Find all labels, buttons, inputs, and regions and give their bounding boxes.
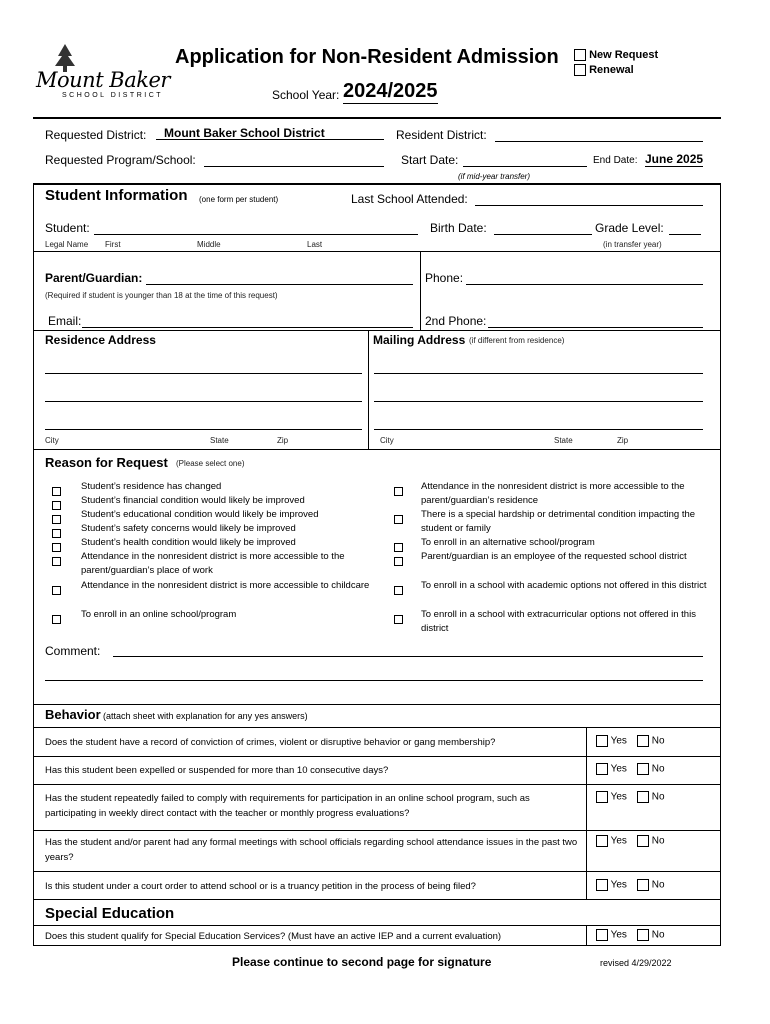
logo-subtitle: SCHOOL DISTRICT — [62, 92, 164, 99]
reason-option: Attendance in the nonresident district is more accessible to childcare — [81, 580, 370, 591]
yes-checkbox[interactable] — [596, 929, 608, 941]
mailing-line[interactable] — [374, 373, 703, 374]
behavior-question: Has this student been expelled or suspended for more than 10 consecutive days? — [45, 765, 389, 776]
birth-date-label: Birth Date: — [430, 221, 487, 235]
transfer-year-caption: (in transfer year) — [603, 240, 662, 249]
residence-city-caption: City — [45, 436, 59, 445]
behavior-question: Has the student and/or parent had any formal meetings with school officials regarding school attendance issues in the past two years? — [45, 837, 578, 863]
new-request-option[interactable]: New Request — [574, 49, 658, 61]
reason-option: Student’s educational condition would likely be improved — [81, 509, 319, 520]
reason-option: Student’s safety concerns would likely be improved — [81, 523, 296, 534]
section-divider — [33, 251, 721, 252]
middle-caption: Middle — [197, 240, 221, 249]
start-date-field[interactable] — [463, 153, 587, 167]
continue-note: Please continue to second page for signature — [232, 955, 492, 969]
mid-year-note: (if mid-year transfer) — [458, 172, 531, 181]
grade-level-label: Grade Level: — [595, 221, 664, 235]
yes-checkbox[interactable] — [596, 835, 608, 847]
column-divider — [420, 251, 421, 331]
table-rule — [33, 756, 721, 757]
start-date-label: Start Date: — [401, 153, 459, 167]
mailing-address-heading: Mailing Address — [373, 333, 466, 347]
parent-label: Parent/Guardian: — [45, 271, 143, 285]
column-divider — [586, 727, 587, 899]
mailing-city-caption: City — [380, 436, 394, 445]
comment-line[interactable] — [45, 680, 703, 681]
parent-note: (Required if student is younger than 18 at the time of this request) — [45, 291, 278, 300]
student-name-field[interactable] — [94, 221, 418, 235]
yes-checkbox[interactable] — [596, 791, 608, 803]
revised-date: revised 4/29/2022 — [600, 958, 672, 968]
table-rule — [33, 899, 721, 900]
mailing-line[interactable] — [374, 401, 703, 402]
requested-district-label: Requested District: — [45, 128, 147, 142]
column-divider — [586, 925, 587, 945]
reason-option: To enroll in a school with academic options not offered in this district — [421, 580, 707, 591]
reason-checkbox[interactable] — [394, 511, 403, 529]
no-option[interactable]: No — [637, 835, 665, 847]
frame-bottom — [33, 945, 721, 946]
reason-option: Student’s residence has changed — [81, 481, 222, 492]
school-year-label: School Year: — [272, 88, 340, 102]
yes-option[interactable]: Yes — [596, 791, 627, 803]
phone-field[interactable] — [466, 271, 703, 285]
reason-checkbox[interactable] — [52, 553, 61, 571]
page-title: Application for Non-Resident Admission — [175, 46, 559, 68]
reason-option: Attendance in the nonresident district is more accessible to the parent/guardian’s place of work — [81, 551, 345, 576]
behavior-note: (attach sheet with explanation for any yes answers) — [103, 711, 308, 721]
reason-option: There is a special hardship or detrimental condition impacting the student or family — [421, 509, 696, 534]
email-field[interactable] — [82, 314, 413, 328]
table-rule — [33, 727, 721, 728]
behavior-heading: Behavior — [45, 707, 101, 722]
section-divider — [33, 117, 721, 119]
phone-label: Phone: — [425, 271, 464, 285]
no-checkbox[interactable] — [637, 929, 649, 941]
legal-name-caption: Legal Name — [45, 240, 89, 249]
parent-field[interactable] — [146, 271, 413, 285]
residence-zip-caption: Zip — [277, 436, 289, 445]
residence-line[interactable] — [45, 401, 362, 402]
second-phone-label: 2nd Phone: — [425, 314, 487, 328]
last-school-label: Last School Attended: — [351, 192, 468, 206]
behavior-question: Has the student repeatedly failed to comply with requirements for participation in an online school program, such as participating in weekly direct contact with the teacher or monthly progress evaluations? — [45, 793, 530, 819]
renewal-checkbox[interactable] — [574, 64, 586, 76]
logo-name: Mount Baker — [36, 68, 170, 92]
reason-checkbox[interactable] — [52, 582, 61, 600]
yes-option[interactable]: Yes — [596, 929, 627, 941]
reason-heading: Reason for Request — [45, 455, 168, 470]
new-request-checkbox[interactable] — [574, 49, 586, 61]
behavior-question: Is this student under a court order to attend school or is a truancy petition in the process of being filed? — [45, 881, 476, 892]
renewal-option[interactable]: Renewal — [574, 64, 634, 76]
table-rule — [33, 871, 721, 872]
yes-option[interactable]: Yes — [596, 835, 627, 847]
special-education-heading: Special Education — [45, 905, 175, 922]
comment-line[interactable] — [113, 656, 703, 657]
last-school-field[interactable] — [475, 192, 703, 206]
reason-option: To enroll in an online school/program — [81, 609, 237, 620]
reason-option: Student’s financial condition would likely be improved — [81, 495, 305, 506]
requested-district-field[interactable]: Mount Baker School District — [156, 126, 384, 140]
table-rule — [33, 925, 721, 926]
no-checkbox[interactable] — [637, 835, 649, 847]
no-checkbox[interactable] — [637, 791, 649, 803]
grade-level-field[interactable] — [669, 221, 701, 235]
reason-checkbox[interactable] — [394, 483, 403, 501]
no-option[interactable]: No — [637, 763, 665, 775]
section-divider — [33, 330, 721, 331]
first-caption: First — [105, 240, 121, 249]
email-label: Email: — [48, 314, 82, 328]
residence-line[interactable] — [45, 373, 362, 374]
reason-note: (Please select one) — [176, 459, 245, 468]
reason-checkbox[interactable] — [394, 582, 403, 600]
reason-option: To enroll in an alternative school/program — [421, 537, 595, 548]
school-year-value: 2024/2025 — [343, 80, 438, 102]
no-checkbox[interactable] — [637, 879, 649, 891]
yes-checkbox[interactable] — [596, 879, 608, 891]
section-divider — [33, 183, 721, 185]
no-checkbox[interactable] — [637, 735, 649, 747]
table-rule — [33, 784, 721, 785]
second-phone-field[interactable] — [488, 314, 703, 328]
mailing-state-caption: State — [554, 436, 573, 445]
no-option[interactable]: No — [637, 735, 665, 747]
yes-option[interactable]: Yes — [596, 879, 627, 891]
student-heading-note: (one form per student) — [199, 195, 279, 204]
resident-district-field[interactable] — [495, 128, 703, 142]
mailing-zip-caption: Zip — [617, 436, 629, 445]
comment-label: Comment: — [45, 644, 101, 658]
section-divider — [33, 704, 721, 705]
special-education-question: Does this student qualify for Special Education Services? (Must have an active IEP and a current evaluation) — [45, 931, 502, 942]
end-date-value[interactable]: June 2025 — [645, 152, 704, 166]
residence-state-caption: State — [210, 436, 229, 445]
residence-address-heading: Residence Address — [45, 333, 156, 347]
reason-option: Parent/guardian is an employee of the requested school district — [421, 551, 687, 562]
reason-checkbox[interactable] — [394, 553, 403, 571]
end-date-label: End Date: — [593, 155, 638, 166]
no-option[interactable]: No — [637, 879, 665, 891]
reason-checkbox[interactable] — [394, 611, 403, 629]
reason-checkbox[interactable] — [52, 611, 61, 629]
yes-checkbox[interactable] — [596, 763, 608, 775]
reason-option: Attendance in the nonresident district is more accessible to the parent/guardian’s residence — [421, 481, 685, 506]
yes-option[interactable]: Yes — [596, 763, 627, 775]
behavior-question: Does the student have a record of conviction of crimes, violent or disruptive behavior or gang membership? — [45, 737, 496, 748]
residence-line[interactable] — [45, 429, 362, 430]
yes-checkbox[interactable] — [596, 735, 608, 747]
mailing-address-note: (if different from residence) — [469, 336, 565, 345]
last-caption: Last — [307, 240, 323, 249]
section-divider — [33, 449, 721, 450]
yes-option[interactable]: Yes — [596, 735, 627, 747]
no-option[interactable]: No — [637, 929, 665, 941]
mailing-line[interactable] — [374, 429, 703, 430]
table-rule — [33, 830, 721, 831]
resident-district-label: Resident District: — [396, 128, 487, 142]
frame-right — [720, 183, 721, 946]
column-divider — [368, 330, 369, 450]
program-field[interactable] — [204, 153, 384, 167]
birth-date-field[interactable] — [494, 221, 592, 235]
no-checkbox[interactable] — [637, 763, 649, 775]
student-heading: Student Information — [45, 187, 188, 204]
reason-option: To enroll in a school with extracurricular options not offered in this district — [421, 609, 696, 634]
frame-left — [33, 183, 34, 946]
program-label: Requested Program/School: — [45, 153, 196, 167]
no-option[interactable]: No — [637, 791, 665, 803]
reason-option: Student’s health condition would likely be improved — [81, 537, 296, 548]
student-label: Student: — [45, 221, 90, 235]
